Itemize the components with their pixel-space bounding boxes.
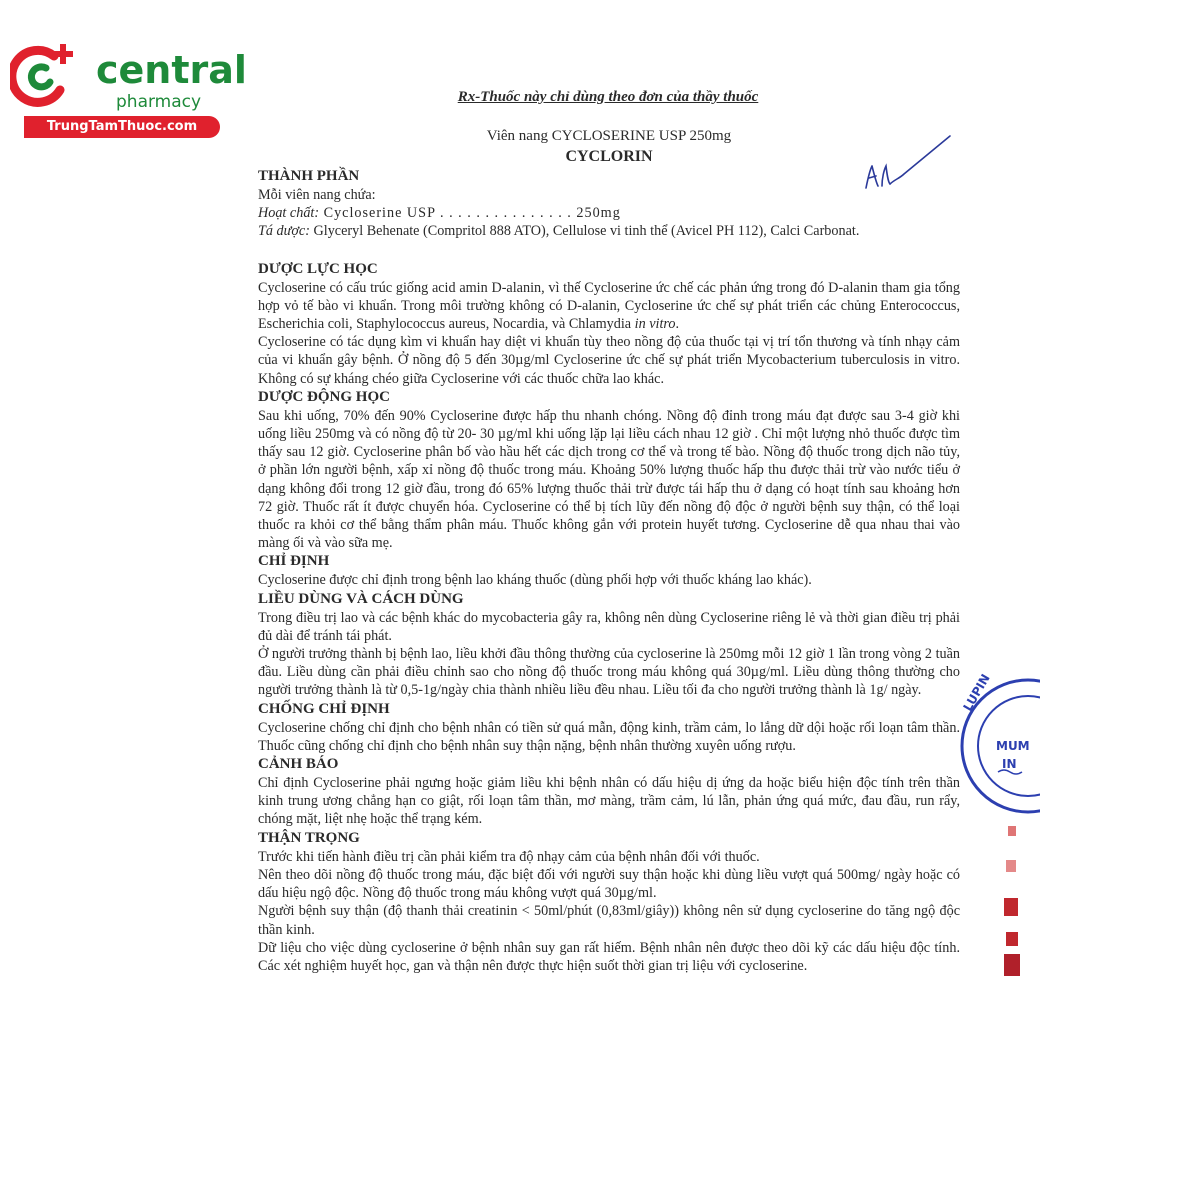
active-value: Cycloserine USP . . . . . . . . . . . . . . . 250mg [319,205,621,222]
warning-heading: CẢNH BÁO [258,756,339,773]
brand-name: CYCLORIN [565,148,653,165]
excipient-value: Glyceryl Behenate (Compritol 888 ATO), Cellulose vi tinh thể (Avicel PH 112), Calci Carbonat. [309,223,860,240]
document-body [258,86,960,975]
product-line: Viên nang CYCLOSERINE USP 250mg [486,128,732,144]
pharmacokinetics-heading: DƯỢC ĐỘNG HỌC [258,388,390,405]
logo-subtitle: pharmacy [116,92,202,112]
pharmacodynamics-heading: DƯỢC LỰC HỌC [258,260,378,277]
pharmacy-logo[interactable] [10,38,247,138]
precaution-paragraph-4: Dữ liệu cho việc dùng cycloserine ở bệnh nhân suy gan rất hiếm. Bệnh nhân nên được theo dõi kỹ các dấu hiệu độc tính. Các xét nghiệm huyết học, gan và thận nên được thực hiện suốt thời gian trị liệu với cycloserine. [258,939,960,974]
precaution-paragraph-2: Nên theo dõi nồng độ thuốc trong máu, đặc biệt đối với người suy thận hoặc khi dùng liều vượt quá 500mg/ ngày hoặc có dấu hiệu ngộ độc. Nồng độ thuốc trong máu không vượt quá 30µg/ml. [258,866,960,902]
stamp-text-lupin: LUPIN [960,672,993,714]
logo-url-banner[interactable]: TrungTamThuoc.com [24,116,220,138]
composition-active-row [258,204,960,222]
stamp-text-in: IN [1002,757,1017,771]
pharmacodynamics-p1-italic: in vitro [634,316,676,333]
composition-heading: THÀNH PHẦN [258,168,360,184]
pharmacodynamics-p1-end: . [675,316,680,333]
excipient-label: Tá dược: [258,223,310,240]
pharmacy-cross-logo-icon [10,38,80,118]
precaution-heading: THẬN TRỌNG [258,829,360,846]
composition-per-capsule: Mỗi viên nang chứa: [258,187,376,203]
warning-paragraph: Chỉ định Cycloserine phải ngưng hoặc giảm liều khi bệnh nhân có dấu hiệu dị ứng da hoặc biểu hiện độc tính trên thần kinh trung ương chẳng hạn co giật, rối loạn tâm thần, mơ màng, trầm cảm, lú lẫn, phản ứng quá mức, đau đầu, run rẩy, chóng mặt, liệt nhẹ hoặc thể trạng kém. [258,775,960,828]
pharmacodynamics-paragraph-2: Cycloserine có tác dụng kìm vi khuẩn hay diệt vi khuẩn tùy theo nồng độ của thuốc tại vị trí tổn thương và tính nhạy cảm của vi khuẩn gây bệnh. Ở nồng độ 5 đến 30µg/ml Cycloserine ức chế sự phát triển Mycobacterium tuberculosis in vitro. Không có sự kháng chéo giữa Cycloserine với các thuốc chữa lao khác. [258,334,960,387]
precaution-paragraph-3: Người bệnh suy thận (độ thanh thải creatinin < 50ml/phút (0,83ml/giây)) không nên sử dụng cycloserine do tăng ngộ độc thần kinh. [258,903,960,938]
dosage-heading: LIỀU DÙNG VÀ CÁCH DÙNG [258,590,464,607]
composition-excipient-row [258,222,960,240]
prescription-notice: Rx-Thuốc này chỉ dùng theo đơn của thầy thuốc [457,89,759,105]
indication-paragraph: Cycloserine được chỉ định trong bệnh lao kháng thuốc (dùng phối hợp với thuốc kháng lao khác). [258,572,812,589]
stamp-text-mum: MUM [996,739,1030,753]
red-seal-marks-icon [1000,820,1024,980]
dosage-paragraph-1: Trong điều trị lao và các bệnh khác do mycobacteria gây ra, không nên dùng Cycloserine riêng lẻ và thời gian điều trị phải đủ dài để tránh tái phát. [258,609,960,644]
active-label: Hoạt chất: [258,205,320,222]
indication-heading: CHỈ ĐỊNH [258,553,330,570]
pharmacokinetics-paragraph: Sau khi uống, 70% đến 90% Cycloserine được hấp thu nhanh chóng. Nồng độ đỉnh trong máu đạt được sau 3-4 giờ khi uống liều 250mg và có nồng độ từ 20- 30 µg/ml khi uống lặp lại liều cách nhau 12 giờ . Chỉ một lượng nhỏ thuốc được tìm thấy sau 12 giờ. Cycloserine phân bố vào hầu hết các dịch trong cơ thể và trong tế bào. Nồng độ thuốc trong dịch não tủy, ở phần lớn người bệnh, xấp xỉ nồng độ thuốc trong máu. Khoảng 50% lượng thuốc hấp thu được thải trừ vào nước tiểu ở dạng không đổi trong 12 giờ đầu, trong đó 65% lượng thuốc thải trừ được tái hấp thu ở dạng có hoạt tính sau khoảng hơn 72 giờ. Thuốc rất ít được chuyển hóa. Cycloserine có thể bị tích lũy đến nồng độ độc ở người bệnh suy thận, có thể loại thuốc ra khỏi cơ thể bằng thẩm phân máu. Thuốc không gắn với protein huyết tương. Cycloserine dễ qua nhau thai vào màng ối và vào sữa mẹ. [258,407,960,552]
pharmacodynamics-paragraph-1 [258,279,960,334]
pharmacodynamics-p1-text: Cycloserine có cấu trúc giống acid amin D-alanin, vì thế Cycloserine ức chế các phản ứng trong đó D-alanin tham gia tổng hợp vỏ tế bào vi khuẩn. Trong môi trường không có D-alanin, Cycloserine ức chế sự phát triển các chủng Enterococcus, Escherichia coli, Staphylococcus aureus, Nocardia, và Chlamydia [258,279,960,333]
contraindication-heading: CHỐNG CHỈ ĐỊNH [258,700,390,717]
contraindication-paragraph: Cycloserine chống chỉ định cho bệnh nhân có tiền sử quá mẫn, động kinh, trầm cảm, lo lắng dữ dội hoặc rối loạn tâm thần. Thuốc cũng chống chỉ định cho bệnh nhân suy thận nặng, bệnh nhân thường xuyên uống rượu. [258,719,960,754]
dosage-paragraph-2: Ở người trưởng thành bị bệnh lao, liều khởi đầu thông thường của cycloserine là 250mg mỗi 12 giờ 1 lần trong vòng 2 tuần đầu. Liều dùng cần phải điều chỉnh sao cho nồng độ thuốc trong máu không quá 30µg/ml. Liều dùng thông thường cho người trưởng thành là từ 0,5-1g/ngày chia thành nhiều liều đều nhau. Liều tối đa cho người trưởng thành là 1g/ ngày. [258,646,960,699]
logo-wordmark: central [96,48,247,92]
company-stamp-icon [950,672,1040,822]
precaution-paragraph-1: Trước khi tiến hành điều trị cần phải kiểm tra độ nhạy cảm của bệnh nhân đối với thuốc. [258,848,760,865]
